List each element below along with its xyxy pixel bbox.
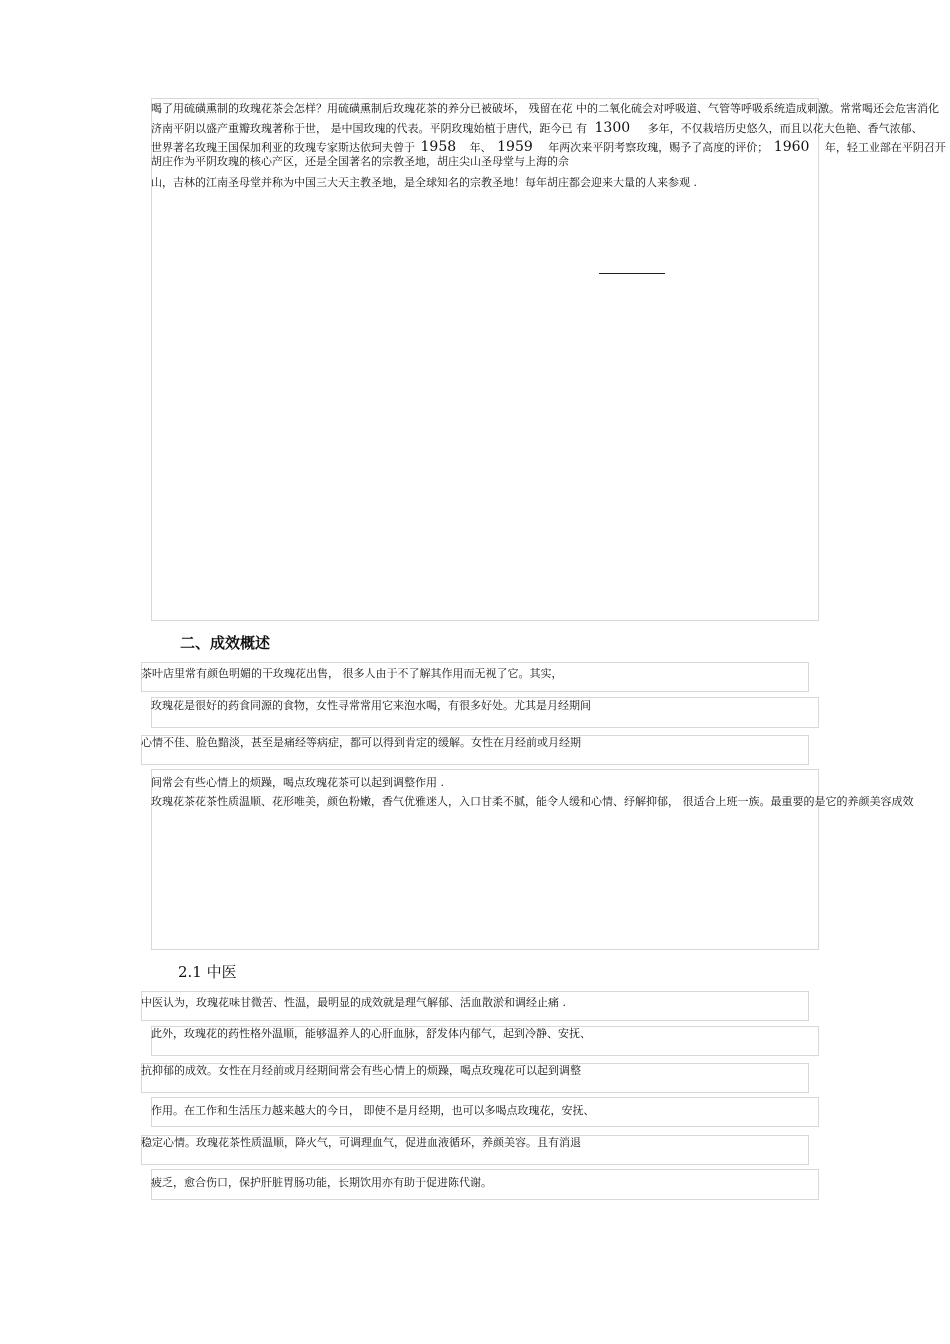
year-1958: 1958	[420, 139, 457, 155]
intro-line-3-text-b: 年，轻工业部在平阴召开	[824, 141, 946, 154]
intro-line-4: 胡庄作为平阴玫瑰的核心产区，还是全国著名的宗教圣地，胡庄尖山圣母堂与上海的佘	[151, 155, 569, 168]
short-underline	[599, 273, 665, 274]
efficacy-para-2: 玫瑰花是很好的药食同源的食物，女性寻常常用它来泡水喝，有很多好处。尤其是月经期间	[151, 699, 591, 712]
efficacy-para-3: 心情不佳、脸色黯淡，甚至是痛经等病症，都可以得到肯定的缓解。女性在月经前或月经期	[141, 736, 581, 749]
tcm-para-4: 作用。在工作和生活压力越来越大的今日， 即使不是月经期，也可以多喝点玫瑰花，安抚、	[151, 1104, 595, 1117]
section-heading-tcm: 2.1 中医	[178, 963, 237, 981]
intro-line-1: 喝了用硫磺熏制的玫瑰花茶会怎样？用硫磺熏制后玫瑰花茶的养分已被破坏， 残留在花 中的二氧化硫会对呼吸道、气管等呼吸系统造成刺激。常常喝还会危害消化	[151, 102, 939, 115]
efficacy-para-5: 玫瑰花茶花茶性质温顺、花形唯美，颜色粉嫩，香气优雅迷人，入口甘柔不腻，能令人缓和心情、纾解抑郁， 很适合上班一族。最重要的是它的养颜美容成效	[151, 795, 914, 808]
tcm-para-2: 此外，玫瑰花的药性格外温顺，能够温养人的心肝血脉，舒发体内郁气，起到冷静、安抚、	[151, 1027, 591, 1040]
section-heading-efficacy: 二、成效概述	[180, 634, 271, 652]
tcm-para-6: 疲乏，愈合伤口，保护肝脏胃肠功能，长期饮用亦有助于促进陈代谢。	[151, 1176, 492, 1189]
intro-line-2-text-a: 济南平阴以盛产重瓣玫瑰著称于世， 是中国玫瑰的代表。平阴玫瑰始植于唐代，距今已 有	[151, 122, 587, 135]
tcm-para-1: 中医认为，玫瑰花味甘微苦、性温，最明显的成效就是理气解郁、活血散淤和调经止痛 .	[141, 996, 566, 1009]
intro-line-3	[151, 140, 946, 155]
intro-line-3-text-mid2: 年两次来平阴考察玫瑰，赐予了高度的评价；	[548, 141, 769, 154]
year-1960: 1960	[773, 139, 810, 155]
efficacy-para-1: 茶叶店里常有颜色明媚的干玫瑰花出售， 很多人由于不了解其作用而无视了它。其实，	[141, 667, 563, 680]
intro-line-3-text-mid1: 年、	[469, 141, 492, 154]
year-count-1300: 1300	[594, 120, 631, 136]
efficacy-para-4: 间常会有些心情上的烦躁，喝点玫瑰花茶可以起到调整作用 .	[151, 776, 444, 789]
intro-line-5: 山，吉林的江南圣母堂并称为中国三大天主教圣地，是全球知名的宗教圣地！每年胡庄都会迎来大量的人来参观 .	[151, 176, 697, 189]
intro-line-3-text-a: 世界著名玫瑰王国保加利亚的玫瑰专家斯达依珂夫曾于	[151, 141, 415, 154]
tcm-para-3: 抗抑郁的成效。女性在月经前或月经期间常会有些心情上的烦躁，喝点玫瑰花可以起到调整	[141, 1064, 581, 1077]
year-1959: 1959	[497, 139, 533, 155]
tcm-para-5: 稳定心情。玫瑰花茶性质温顺，降火气，可调理血气，促进血液循环，养颜美容。且有消退	[141, 1136, 581, 1149]
intro-line-2-text-b: 多年，不仅栽培历史悠久，而且以花大色艳、香气浓郁、	[647, 122, 923, 135]
intro-line-2	[151, 121, 923, 136]
